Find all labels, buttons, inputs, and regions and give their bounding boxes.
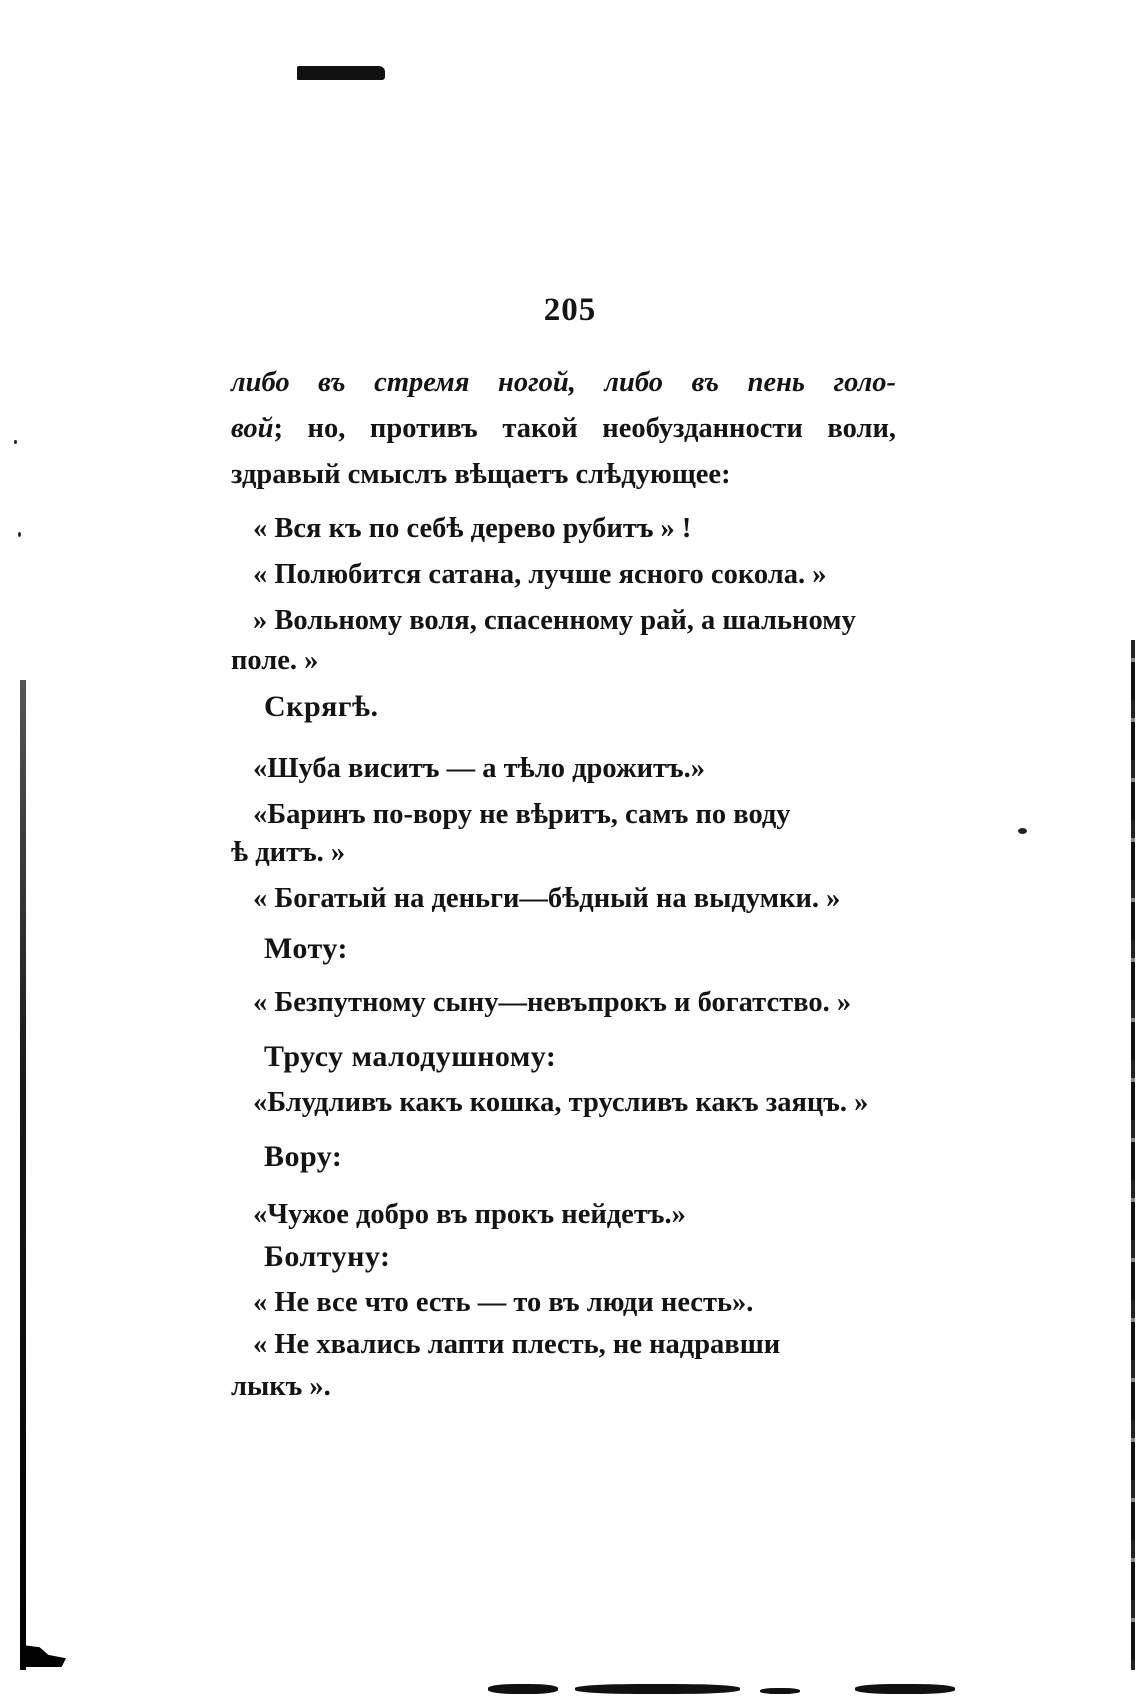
text-fragment: ; но, противъ такой необузданности воли,: [273, 413, 896, 444]
ink-mark: [297, 66, 385, 80]
text-line: поле. »: [231, 645, 319, 676]
section-heading: Вору:: [264, 1140, 343, 1173]
bottom-smudge: [760, 1688, 800, 1694]
text-line: лыкъ ».: [231, 1371, 331, 1402]
text-fragment: вой: [231, 413, 274, 444]
text-line: либо въ стремя ногой, либо въ пень голо-: [231, 367, 896, 398]
text-line: [231, 406, 896, 452]
section-heading: Скрягѣ.: [264, 690, 379, 723]
ink-speck: [1018, 828, 1027, 834]
proverb: « Безпутному сыну—невъпрокъ и богатство. »: [253, 987, 852, 1018]
proverb: « Вся къ по себѣ дерево рубитъ » !: [253, 513, 692, 544]
bottom-smudge: [575, 1684, 740, 1694]
text-line: здравый смыслъ вѣщаетъ слѣдующее:: [231, 459, 731, 490]
proverb: «Баринъ по-вору не вѣритъ, самъ по воду: [253, 799, 791, 830]
proverb: « Полюбится сатана, лучше ясного сокола. »: [253, 559, 827, 590]
page-edge-right: [1131, 640, 1135, 1670]
bottom-smudge: [488, 1684, 558, 1694]
section-heading: Болтуну:: [264, 1240, 391, 1273]
bottom-smudge: [855, 1684, 955, 1694]
proverb: «Блудливъ какъ кошка, трусливъ какъ заяцъ. »: [253, 1087, 869, 1118]
page-edge-left: [20, 680, 26, 1670]
proverb: «Шуба виситъ — а тѣло дрожитъ.»: [253, 753, 706, 784]
ink-speck: [14, 440, 17, 444]
proverb: « Не хвались лапти плесть, не надравши: [253, 1329, 781, 1360]
section-heading: Трусу малодушному:: [264, 1040, 557, 1073]
proverb: « Не все что есть — то въ люди несть».: [253, 1287, 754, 1318]
page-edge-left-foot: [22, 1645, 66, 1667]
text-line: ѣ дитъ. »: [231, 837, 346, 868]
page-number: 205: [543, 292, 597, 328]
proverb: « Богатый на деньги—бѣдный на выдумки. »: [253, 883, 841, 914]
section-heading: Моту:: [264, 932, 348, 965]
proverb: » Вольному воля, спасенному рай, а шальному: [253, 605, 856, 636]
proverb: «Чужое добро въ прокъ нейдетъ.»: [253, 1199, 686, 1230]
ink-speck: [18, 532, 21, 537]
body-text: [231, 360, 896, 1410]
